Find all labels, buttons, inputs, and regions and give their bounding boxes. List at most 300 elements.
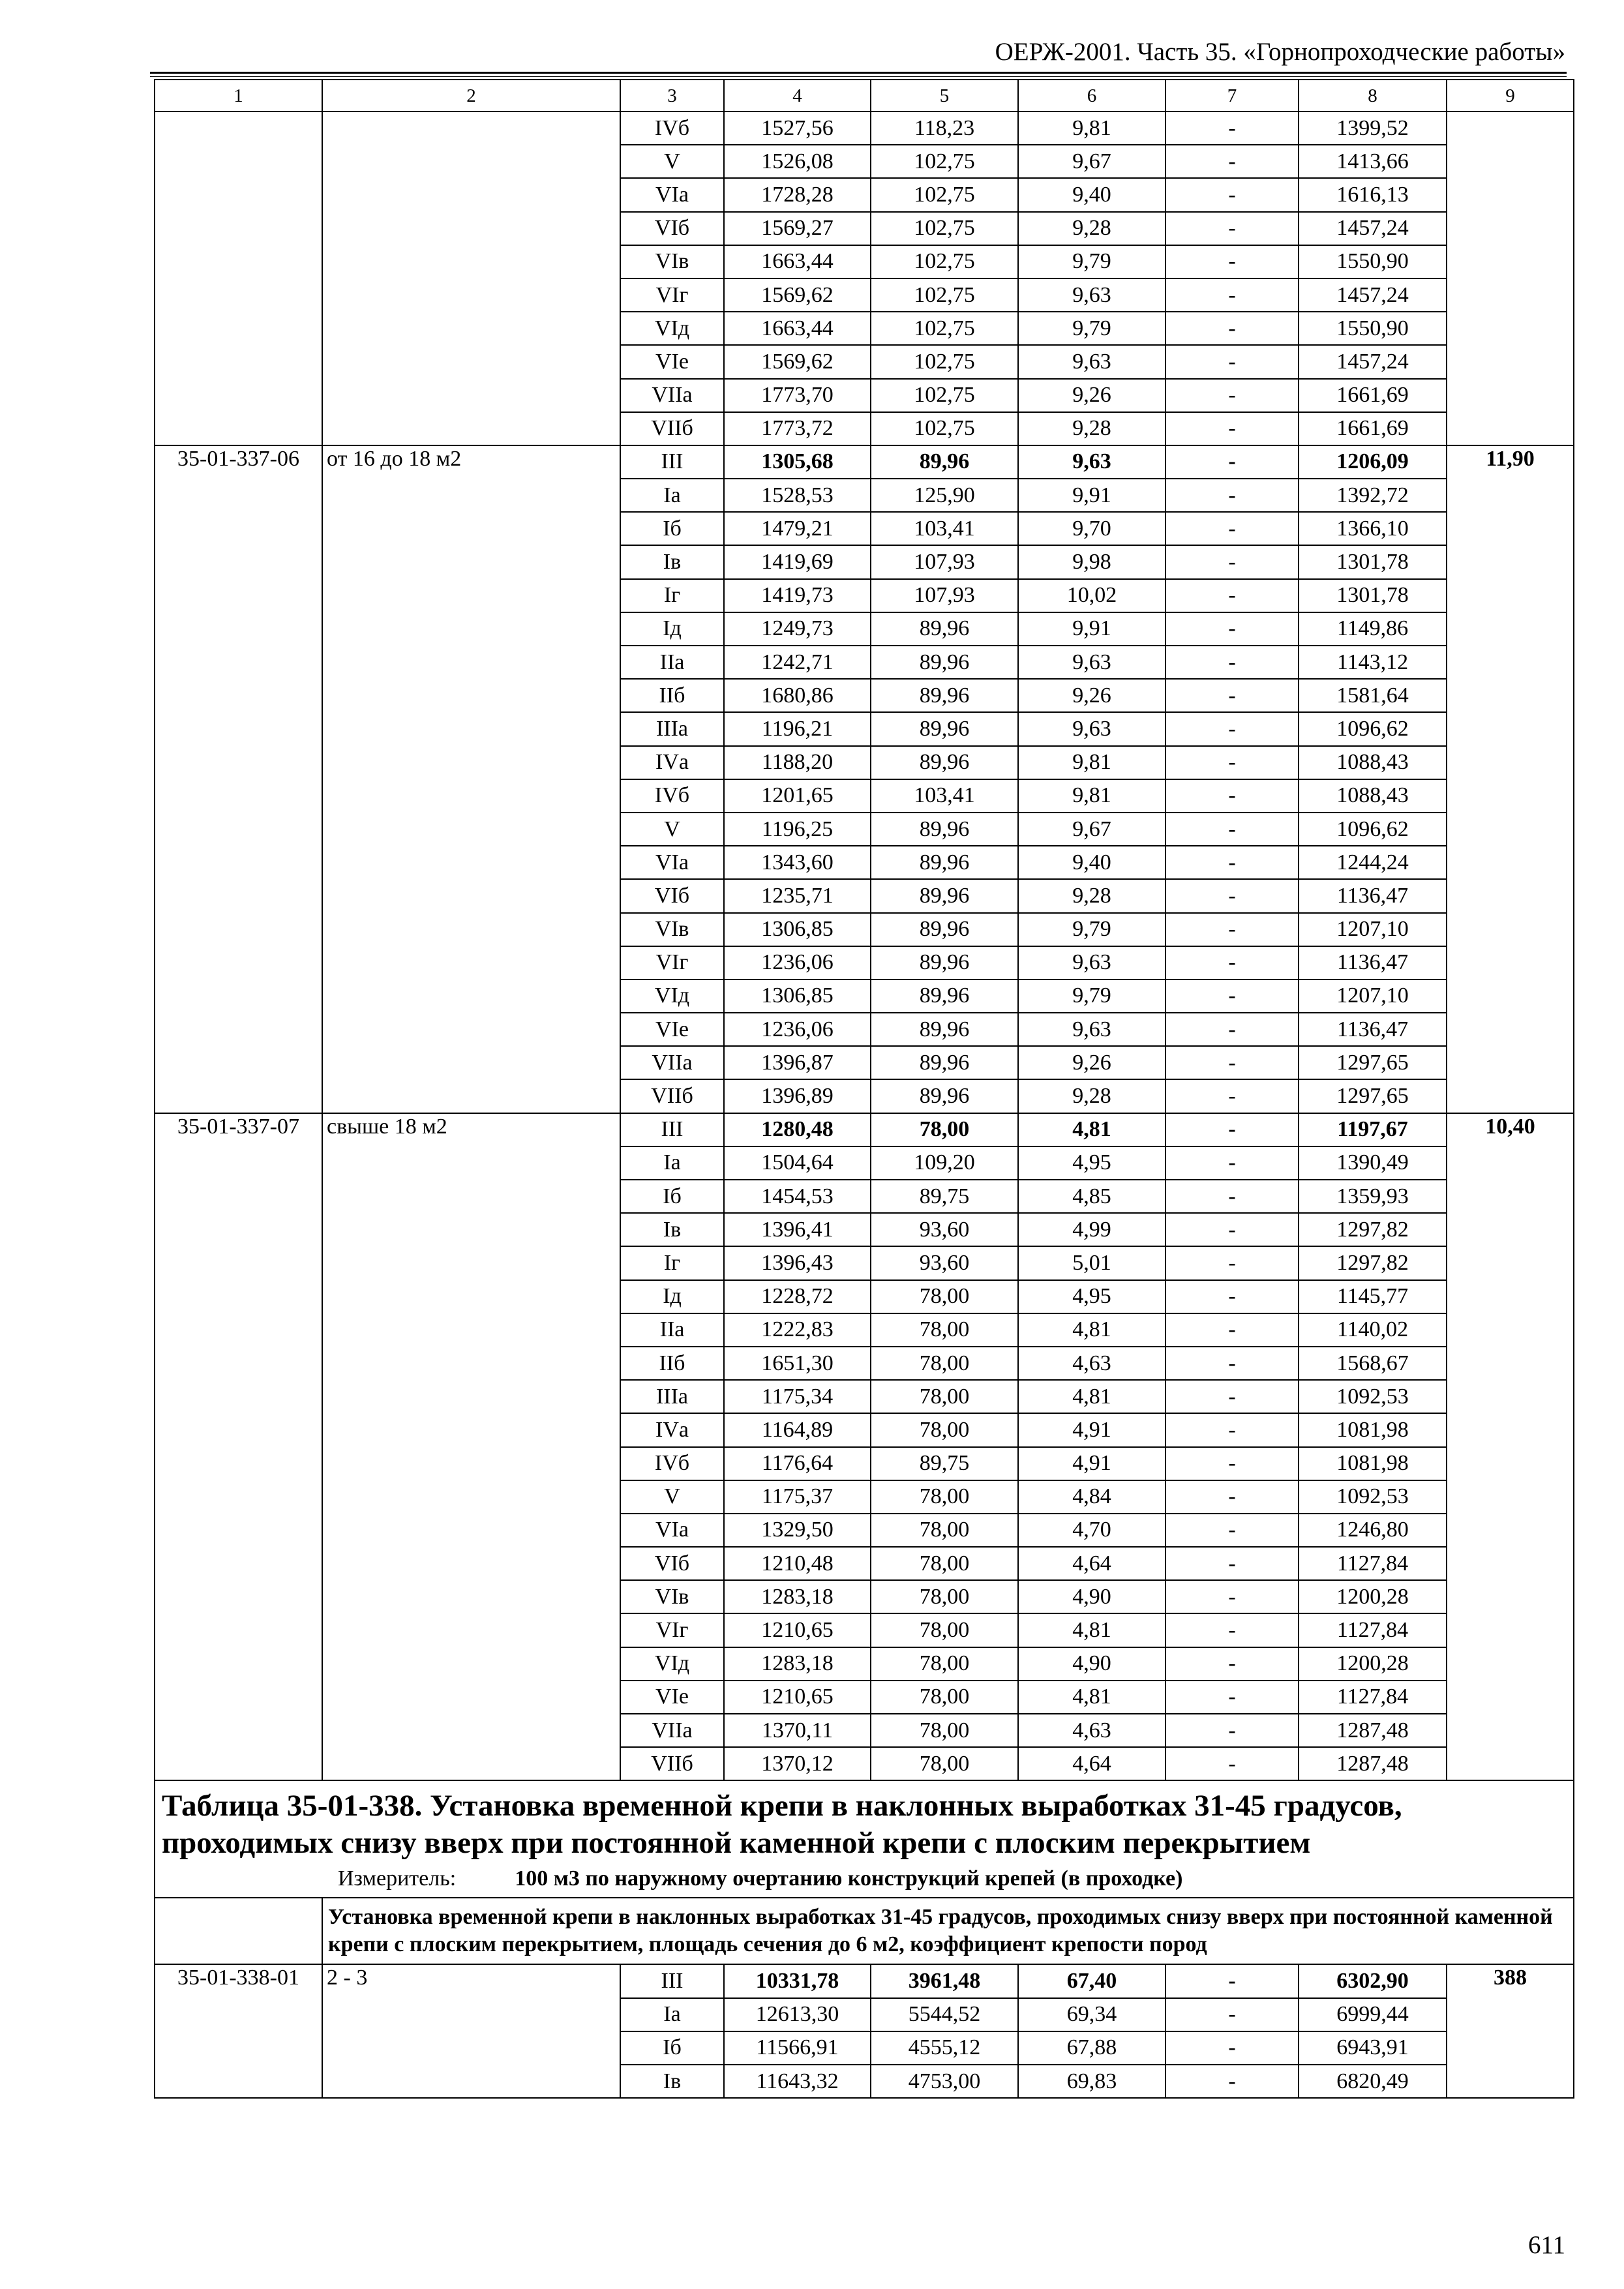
value-cell: 69,34 [1018,1998,1165,2031]
value-cell: 1164,89 [724,1413,871,1446]
zone-cell: IVб [620,112,724,145]
zone-cell: VIд [620,980,724,1013]
zone-cell: VIб [620,879,724,912]
value-cell: 78,00 [871,1681,1018,1714]
value-cell: - [1165,2065,1299,2098]
value-cell: - [1165,679,1299,712]
value-cell: 1526,08 [724,145,871,178]
value-cell: 9,28 [1018,879,1165,912]
column-number: 7 [1165,80,1299,112]
value-cell: 1207,10 [1299,980,1447,1013]
value-cell: 1210,65 [724,1613,871,1647]
value-cell: 67,88 [1018,2031,1165,2065]
value-cell: 1136,47 [1299,879,1447,912]
value-cell: 1390,49 [1299,1146,1447,1180]
value-cell: 9,63 [1018,646,1165,679]
value-cell: 6999,44 [1299,1998,1447,2031]
value-cell: 89,96 [871,445,1018,479]
page-number: 611 [1527,2231,1565,2259]
value-cell: 9,91 [1018,479,1165,512]
zone-cell: Iг [620,579,724,612]
table-row [155,1964,1574,1997]
value-cell: 102,75 [871,245,1018,278]
value-cell: 89,96 [871,1046,1018,1079]
value-cell: 1081,98 [1299,1447,1447,1480]
value-cell: 1236,06 [724,1013,871,1046]
value-cell: 1528,53 [724,479,871,512]
zone-cell: VIIа [620,1714,724,1747]
zone-cell: IVб [620,1447,724,1480]
labor-cost-cell: 388 [1447,1964,1574,2098]
value-cell: 102,75 [871,312,1018,345]
value-cell: 6820,49 [1299,2065,1447,2098]
value-cell: 103,41 [871,779,1018,813]
value-cell: 1359,93 [1299,1180,1447,1213]
value-cell: 9,63 [1018,712,1165,745]
zone-cell: IIIа [620,1380,724,1413]
value-cell: 4,81 [1018,1113,1165,1146]
value-cell: 4,81 [1018,1380,1165,1413]
zone-cell: V [620,145,724,178]
value-cell: 1287,48 [1299,1747,1447,1780]
value-cell: - [1165,913,1299,946]
column-number-row [155,80,1574,112]
value-cell: 1222,83 [724,1313,871,1347]
value-cell: - [1165,1079,1299,1113]
value-cell: - [1165,1647,1299,1681]
value-cell: 1088,43 [1299,746,1447,779]
value-cell: 1149,86 [1299,612,1447,646]
zone-cell: Iа [620,479,724,512]
zone-cell: VIIа [620,1046,724,1079]
value-cell: 1207,10 [1299,913,1447,946]
value-cell: - [1165,1413,1299,1446]
value-cell: - [1165,1146,1299,1180]
zone-cell: VIа [620,1514,724,1547]
value-cell: 9,28 [1018,212,1165,245]
value-cell: - [1165,512,1299,545]
value-cell: - [1165,1213,1299,1246]
value-cell: 9,63 [1018,445,1165,479]
value-cell: 1196,25 [724,813,871,846]
value-cell: - [1165,2031,1299,2065]
zone-cell: VIе [620,1013,724,1046]
value-cell: 9,81 [1018,779,1165,813]
value-cell: 9,67 [1018,145,1165,178]
value-cell: 78,00 [871,1113,1018,1146]
value-cell: - [1165,245,1299,278]
rate-code-cell [155,112,322,445]
rate-description-cell: 2 - 3 [322,1964,620,2098]
value-cell: - [1165,178,1299,211]
value-cell: - [1165,345,1299,378]
value-cell: 1200,28 [1299,1647,1447,1681]
value-cell: 1527,56 [724,112,871,145]
column-number: 8 [1299,80,1447,112]
value-cell: 1569,62 [724,345,871,378]
value-cell: - [1165,1180,1299,1213]
value-cell: - [1165,1013,1299,1046]
value-cell: 1663,44 [724,312,871,345]
value-cell: - [1165,1613,1299,1647]
value-cell: - [1165,412,1299,445]
zone-cell: Iв [620,2065,724,2098]
value-cell: 89,96 [871,679,1018,712]
zone-cell: III [620,1113,724,1146]
value-cell: 89,96 [871,646,1018,679]
value-cell: - [1165,479,1299,512]
measurer [162,1864,1567,1893]
value-cell: 9,81 [1018,112,1165,145]
value-cell: 1206,09 [1299,445,1447,479]
value-cell: 1661,69 [1299,379,1447,412]
value-cell: 4,90 [1018,1647,1165,1681]
zone-cell: VIIб [620,1747,724,1780]
value-cell: - [1165,112,1299,145]
value-cell: 1140,02 [1299,1313,1447,1347]
value-cell: 78,00 [871,1480,1018,1514]
rate-code-cell: 35-01-337-06 [155,445,322,1113]
value-cell: - [1165,1480,1299,1514]
value-cell: 1297,82 [1299,1246,1447,1279]
labor-cost-cell: 10,40 [1447,1113,1574,1781]
column-number: 4 [724,80,871,112]
value-cell: 78,00 [871,1380,1018,1413]
zone-cell: VIв [620,913,724,946]
table-title-cell [155,1780,1574,1898]
value-cell: 102,75 [871,178,1018,211]
value-cell: 9,98 [1018,545,1165,578]
value-cell: 1236,06 [724,946,871,980]
value-cell: 5544,52 [871,1998,1018,2031]
zone-cell: Iб [620,512,724,545]
value-cell: 107,93 [871,579,1018,612]
zone-cell: VIд [620,312,724,345]
value-cell: 89,96 [871,1013,1018,1046]
value-cell: 9,40 [1018,178,1165,211]
value-cell: 1616,13 [1299,178,1447,211]
value-cell: 9,79 [1018,913,1165,946]
value-cell: - [1165,278,1299,312]
value-cell: 10,02 [1018,579,1165,612]
value-cell: 9,28 [1018,1079,1165,1113]
value-cell: 102,75 [871,212,1018,245]
value-cell: 89,96 [871,879,1018,912]
value-cell: 1081,98 [1299,1413,1447,1446]
value-cell: - [1165,312,1299,345]
value-cell: 102,75 [871,278,1018,312]
value-cell: 1092,53 [1299,1480,1447,1514]
value-cell: - [1165,779,1299,813]
zone-cell: VIг [620,1613,724,1647]
value-cell: 1581,64 [1299,679,1447,712]
zone-cell: IIб [620,679,724,712]
value-cell: 6943,91 [1299,2031,1447,2065]
value-cell: 1504,64 [724,1146,871,1180]
value-cell: 1569,27 [724,212,871,245]
value-cell: 1457,24 [1299,278,1447,312]
value-cell: 6302,90 [1299,1964,1447,1997]
value-cell: 4,63 [1018,1347,1165,1380]
zone-cell: VIIб [620,412,724,445]
value-cell: 78,00 [871,1747,1018,1780]
zone-cell: VIд [620,1647,724,1681]
page-header: ОЕРЖ-2001. Часть 35. «Горнопроходческие работы» [995,38,1565,66]
value-cell: 9,91 [1018,612,1165,646]
value-cell: - [1165,1447,1299,1480]
value-cell: 1096,62 [1299,712,1447,745]
value-cell: 1399,52 [1299,112,1447,145]
value-cell: - [1165,1347,1299,1380]
value-cell: 1297,65 [1299,1079,1447,1113]
value-cell: 9,79 [1018,245,1165,278]
zone-cell: IIа [620,646,724,679]
zone-cell: Iд [620,1280,724,1313]
value-cell: 9,79 [1018,312,1165,345]
value-cell: - [1165,646,1299,679]
value-cell: 1176,64 [724,1447,871,1480]
value-cell: 1092,53 [1299,1380,1447,1413]
value-cell: 4,64 [1018,1547,1165,1580]
value-cell: 1301,78 [1299,579,1447,612]
value-cell: 89,96 [871,980,1018,1013]
value-cell: 3961,48 [871,1964,1018,1997]
value-cell: 1329,50 [724,1514,871,1547]
value-cell: 1145,77 [1299,1280,1447,1313]
zone-cell: VIIб [620,1079,724,1113]
value-cell: 4,95 [1018,1146,1165,1180]
value-cell: 1188,20 [724,746,871,779]
subheading-spacer [155,1898,322,1964]
value-cell: 125,90 [871,479,1018,512]
value-cell: 9,63 [1018,345,1165,378]
value-cell: - [1165,379,1299,412]
value-cell: 78,00 [871,1413,1018,1446]
labor-cost-cell: 11,90 [1447,445,1574,1113]
value-cell: 1396,87 [724,1046,871,1079]
value-cell: 1297,82 [1299,1213,1447,1246]
header-rule-thin [150,76,1567,77]
value-cell: 1413,66 [1299,145,1447,178]
value-cell: 4,81 [1018,1681,1165,1714]
value-cell: 9,81 [1018,746,1165,779]
column-number: 5 [871,80,1018,112]
value-cell: 102,75 [871,412,1018,445]
value-cell: 78,00 [871,1714,1018,1747]
zone-cell: V [620,813,724,846]
value-cell: 1283,18 [724,1647,871,1681]
value-cell: 1136,47 [1299,1013,1447,1046]
subheading: Установка временной крепи в наклонных выработках 31-45 градусов, проходимых снизу вверх при постоянной каменной крепи с плоским перекрытием, площадь сечения до 6 м2, коэффициент крепости пород [322,1898,1574,1964]
table-row [155,1113,1574,1146]
value-cell: 89,96 [871,813,1018,846]
zone-cell: VIг [620,946,724,980]
value-cell: 1370,11 [724,1714,871,1747]
subheading-row [155,1898,1574,1964]
value-cell: 1550,90 [1299,312,1447,345]
value-cell: 102,75 [871,379,1018,412]
value-cell: 9,63 [1018,1013,1165,1046]
value-cell: 1249,73 [724,612,871,646]
value-cell: 1680,86 [724,679,871,712]
value-cell: 89,96 [871,913,1018,946]
value-cell: 1568,67 [1299,1347,1447,1380]
value-cell: 93,60 [871,1213,1018,1246]
value-cell: 1201,65 [724,779,871,813]
value-cell: 4,81 [1018,1313,1165,1347]
value-cell: 11566,91 [724,2031,871,2065]
value-cell: 4,90 [1018,1580,1165,1613]
value-cell: 1175,34 [724,1380,871,1413]
value-cell: 1419,73 [724,579,871,612]
value-cell: 1228,72 [724,1280,871,1313]
value-cell: 89,75 [871,1180,1018,1213]
value-cell: 1457,24 [1299,212,1447,245]
value-cell: 1343,60 [724,846,871,879]
value-cell: 4555,12 [871,2031,1018,2065]
zone-cell: IVа [620,1413,724,1446]
value-cell: 1419,69 [724,545,871,578]
zone-cell: VIв [620,1580,724,1613]
value-cell: 4,70 [1018,1514,1165,1547]
column-number: 3 [620,80,724,112]
value-cell: 1127,84 [1299,1547,1447,1580]
value-cell: - [1165,612,1299,646]
table-row [155,112,1574,145]
value-cell: 4,85 [1018,1180,1165,1213]
value-cell: - [1165,1514,1299,1547]
value-cell: 1366,10 [1299,512,1447,545]
value-cell: 89,96 [871,612,1018,646]
value-cell: 78,00 [871,1280,1018,1313]
value-cell: 78,00 [871,1514,1018,1547]
value-cell: - [1165,1313,1299,1347]
value-cell: 4,99 [1018,1213,1165,1246]
zone-cell: III [620,1964,724,1997]
value-cell: 1454,53 [724,1180,871,1213]
value-cell: 4,91 [1018,1447,1165,1480]
value-cell: 89,75 [871,1447,1018,1480]
value-cell: 9,63 [1018,278,1165,312]
value-cell: 103,41 [871,512,1018,545]
value-cell: 1210,65 [724,1681,871,1714]
value-cell: - [1165,445,1299,479]
value-cell: 9,26 [1018,379,1165,412]
zone-cell: Iг [620,1246,724,1279]
value-cell: 9,67 [1018,813,1165,846]
value-cell: 89,96 [871,846,1018,879]
value-cell: 1396,41 [724,1213,871,1246]
zone-cell: VIв [620,245,724,278]
value-cell: 118,23 [871,112,1018,145]
zone-cell: VIг [620,278,724,312]
value-cell: 1235,71 [724,879,871,912]
value-cell: 4,63 [1018,1714,1165,1747]
value-cell: - [1165,1046,1299,1079]
value-cell: 93,60 [871,1246,1018,1279]
value-cell: - [1165,1998,1299,2031]
value-cell: 1287,48 [1299,1714,1447,1747]
value-cell: - [1165,1714,1299,1747]
value-cell: 1728,28 [724,178,871,211]
value-cell: 1244,24 [1299,846,1447,879]
table-row [155,445,1574,479]
zone-cell: IIб [620,1347,724,1380]
rate-description-cell: от 16 до 18 м2 [322,445,620,1113]
rate-description-cell [322,112,620,445]
zone-cell: VIб [620,212,724,245]
value-cell: 1392,72 [1299,479,1447,512]
value-cell: 1246,80 [1299,1514,1447,1547]
value-cell: 1651,30 [724,1347,871,1380]
value-cell: 78,00 [871,1613,1018,1647]
column-number: 1 [155,80,322,112]
value-cell: 9,40 [1018,846,1165,879]
value-cell: 78,00 [871,1313,1018,1347]
measurer-label: Измеритель: [338,1866,457,1891]
value-cell: 78,00 [871,1547,1018,1580]
value-cell: 1550,90 [1299,245,1447,278]
value-cell: - [1165,1964,1299,1997]
zone-cell: V [620,1480,724,1514]
value-cell: 1143,12 [1299,646,1447,679]
value-cell: 9,79 [1018,980,1165,1013]
labor-cost-cell [1447,112,1574,445]
value-cell: 1136,47 [1299,946,1447,980]
header-rule-thick [150,72,1567,74]
zone-cell: Iб [620,1180,724,1213]
value-cell: 1306,85 [724,913,871,946]
value-cell: 1396,89 [724,1079,871,1113]
value-cell: 1370,12 [724,1747,871,1780]
value-cell: 4,64 [1018,1747,1165,1780]
value-cell: 1661,69 [1299,412,1447,445]
zone-cell: IVа [620,746,724,779]
measurer-value: 100 м3 по наружному очертанию конструкций крепей (в проходке) [515,1866,1183,1891]
zone-cell: Iа [620,1146,724,1180]
value-cell: 4,84 [1018,1480,1165,1514]
column-number: 2 [322,80,620,112]
value-cell: 1197,67 [1299,1113,1447,1146]
value-cell: 9,26 [1018,679,1165,712]
table-title: Таблица 35-01-338. Установка временной крепи в наклонных выработках 31-45 градусов, проходимых снизу вверх при постоянной каменной крепи с плоским перекрытием [162,1789,1402,1861]
value-cell: 1306,85 [724,980,871,1013]
value-cell: - [1165,813,1299,846]
zone-cell: Iв [620,1213,724,1246]
value-cell: 1096,62 [1299,813,1447,846]
value-cell: 109,20 [871,1146,1018,1180]
zone-cell: Iд [620,612,724,646]
zone-cell: IIа [620,1313,724,1347]
value-cell: - [1165,712,1299,745]
zone-cell: Iб [620,2031,724,2065]
value-cell: 1280,48 [724,1113,871,1146]
value-cell: 1479,21 [724,512,871,545]
value-cell: - [1165,545,1299,578]
value-cell: - [1165,1246,1299,1279]
value-cell: - [1165,946,1299,980]
table-title-row [155,1780,1574,1898]
value-cell: 1088,43 [1299,779,1447,813]
value-cell: 1663,44 [724,245,871,278]
value-cell: - [1165,980,1299,1013]
zone-cell: IIIа [620,712,724,745]
value-cell: - [1165,1681,1299,1714]
value-cell: 89,96 [871,946,1018,980]
value-cell: 10331,78 [724,1964,871,1997]
value-cell: - [1165,846,1299,879]
value-cell: - [1165,746,1299,779]
